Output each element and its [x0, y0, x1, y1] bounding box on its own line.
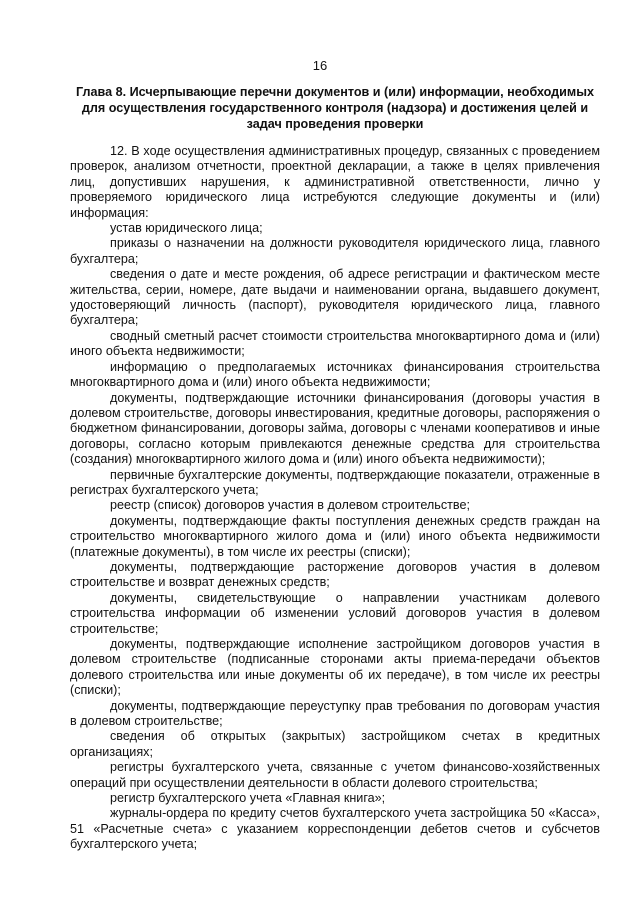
paragraph: журналы-ордера по кредиту счетов бухгалтерского учета застройщика 50 «Касса», 51 «Расчетные счета» с указанием корреспонденции дебетов счетов и субсчетов бухгалтерского учета; — [70, 806, 600, 852]
document-body — [70, 144, 600, 853]
paragraph: сведения о дате и месте рождения, об адресе регистрации и фактическом месте жительства, серии, номере, дате выдачи и наименовании органа, выдавшего документ, удостоверяющий личность (паспорт), руководителя юридического лица, главного бухгалтера; — [70, 267, 600, 328]
chapter-title: Глава 8. Исчерпывающие перечни документов и (или) информации, необходимых для осуществления государственного контроля (надзора) и достижения целей и задач проведения проверки — [76, 85, 594, 131]
paragraph: 12. В ходе осуществления административных процедур, связанных с проведением проверок, анализом отчетности, проектной декларации, а также в целях привлечения лиц, допустивших нарушения, к административной ответственности, лично у проверяемого юридического лица истребуются следующие документы и (или) информация: — [70, 144, 600, 220]
paragraph: регистры бухгалтерского учета, связанные с учетом финансово-хозяйственных операций при осуществлении деятельности в области долевого строительства; — [70, 760, 600, 790]
paragraph: устав юридического лица; — [110, 221, 263, 236]
paragraph: документы, подтверждающие исполнение застройщиком договоров участия в долевом строительстве (подписанные сторонами акты приема-передачи объектов долевого строительства или иные документы об их передаче), в том числе их реестры (списки); — [70, 637, 600, 698]
paragraph: первичные бухгалтерские документы, подтверждающие показатели, отраженные в регистрах бухгалтерского учета; — [70, 467, 600, 497]
paragraph: сводный сметный расчет стоимости строительства многоквартирного дома и (или) иного объекта недвижимости; — [70, 328, 600, 359]
paragraph: документы, подтверждающие источники финансирования (договоры участия в долевом строительстве, договоры инвестирования, кредитные договоры, распоряжения о бюджетном финансировании, договоры займа, договоры с членами кооперативов и иные договоры, согласно которым привлекаются денежные средства для строительства (создания) многоквартирного жилого дома и (или) иного объекта недвижимости); — [70, 390, 600, 467]
paragraph: приказы о назначении на должности руководителя юридического лица, главного бухгалтера; — [70, 236, 600, 266]
paragraph: документы, подтверждающие расторжение договоров участия в долевом строительстве и возврат денежных средств; — [70, 559, 600, 590]
paragraph: документы, подтверждающие переуступку прав требования по договорам участия в долевом строительстве; — [70, 698, 600, 729]
paragraph: реестр (список) договоров участия в долевом строительстве; — [110, 498, 470, 513]
paragraph: регистр бухгалтерского учета «Главная книга»; — [110, 791, 386, 806]
paragraph: сведения об открытых (закрытых) застройщиком счетах в кредитных организациях; — [70, 729, 600, 759]
page-number: 16 — [312, 58, 328, 73]
paragraph: информацию о предполагаемых источниках финансирования строительства многоквартирного дома и (или) иного объекта недвижимости; — [70, 359, 600, 390]
paragraph: документы, свидетельствующие о направлении участникам долевого строительства информации об изменении условий договоров участия в долевом строительстве; — [70, 590, 600, 636]
paragraph: документы, подтверждающие факты поступления денежных средств граждан на строительство многоквартирного жилого дома и (или) иного объекта недвижимости (платежные документы), в том числе их реестры (списки); — [70, 513, 600, 559]
